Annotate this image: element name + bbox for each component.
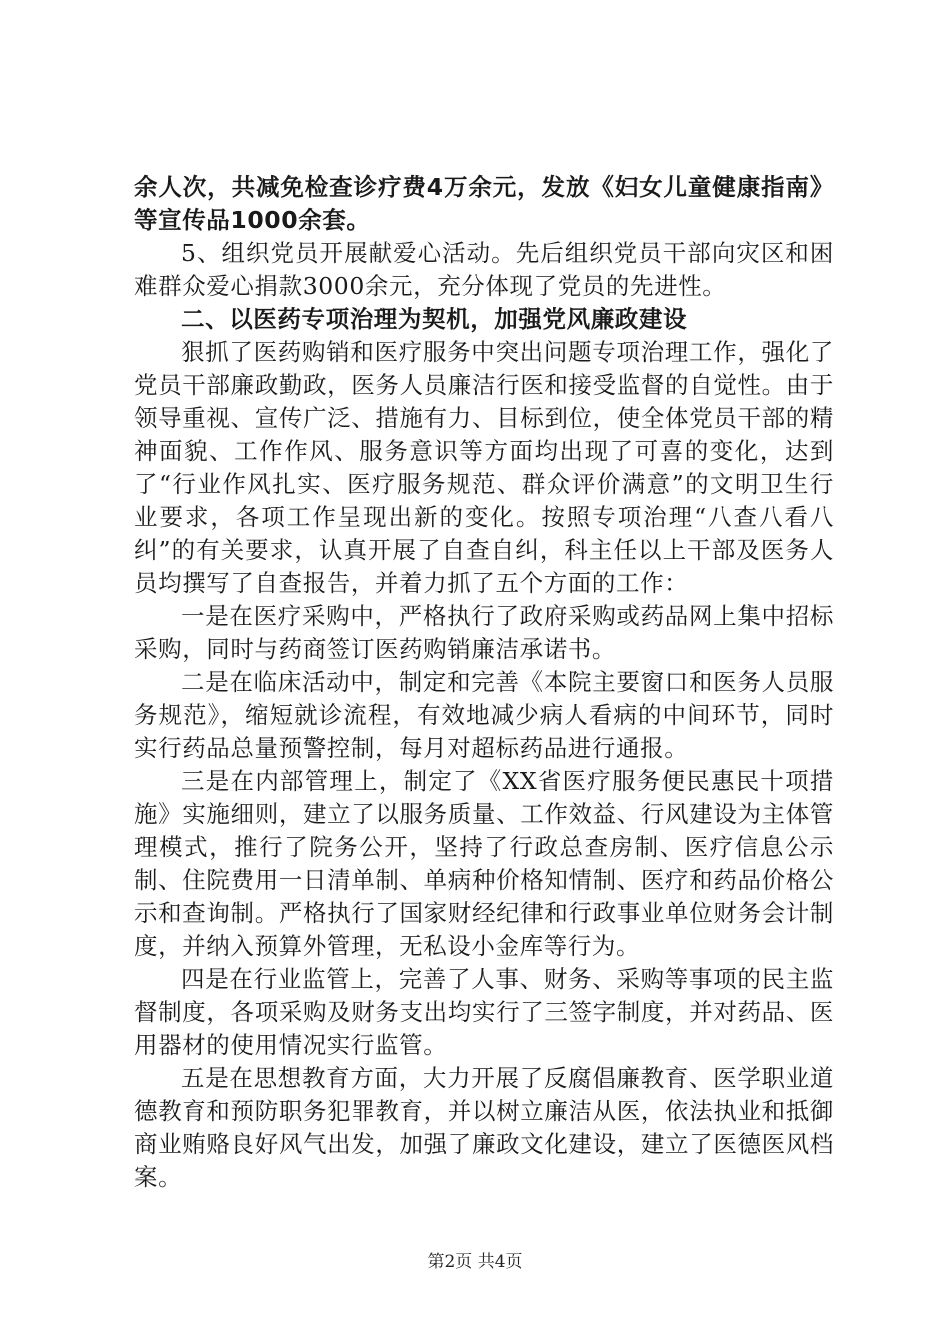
paragraph-2: 5、组织党员开展献爱心活动。先后组织党员干部向灾区和困难群众爱心捐款3000余元，充分体现了党员的先进性。 xyxy=(134,239,834,300)
paragraph-7: 四是在行业监管上，完善了人事、财务、采购等事项的民主监督制度，各项采购及财务支出均实行了三签字制度，并对药品、医用器材的使用情况实行监管。 xyxy=(134,965,834,1059)
document-body xyxy=(134,171,834,1194)
page-footer: 第2页 共4页 xyxy=(427,1252,523,1272)
paragraph-3: 狠抓了医药购销和医疗服务中突出问题专项治理工作，强化了党员干部廉政勤政，医务人员廉洁行医和接受监督的自觉性。由于领导重视、宣传广泛、措施有力、目标到位，使全体党员干部的精神面貌、工作作风、服务意识等方面均出现了可喜的变化，达到了“行业作风扎实、医疗服务规范、群众评价满意”的文明卫生行业要求，各项工作呈现出新的变化。按照专项治理“八查八看八纠”的有关要求，认真开展了自查自纠，科主任以上干部及医务人员均撰写了自查报告，并着力抓了五个方面的工作： xyxy=(134,338,834,597)
paragraph-6: 三是在内部管理上，制定了《XX省医疗服务便民惠民十项措施》实施细则，建立了以服务质量、工作效益、行风建设为主体管理模式，推行了院务公开，坚持了行政总查房制、医疗信息公示制、住院费用一日清单制、单病种价格知情制、医疗和药品价格公示和查询制。严格执行了国家财经纪律和行政事业单位财务会计制度，并纳入预算外管理，无私设小金库等行为。 xyxy=(134,767,834,960)
paragraph-4: 一是在医疗采购中，严格执行了政府采购或药品网上集中招标采购，同时与药商签订医药购销廉洁承诺书。 xyxy=(134,602,834,663)
section-heading: 二、以医药专项治理为契机，加强党风廉政建设 xyxy=(181,305,688,333)
paragraph-1: 余人次，共减免检查诊疗费4万余元，发放《妇女儿童健康指南》等宣传品1000余套。 xyxy=(134,173,834,234)
paragraph-8: 五是在思想教育方面，大力开展了反腐倡廉教育、医学职业道德教育和预防职务犯罪教育，并以树立廉洁从医，依法执业和抵御商业贿赂良好风气出发，加强了廉政文化建设，建立了医德医风档案。 xyxy=(134,1064,834,1191)
paragraph-5: 二是在临床活动中，制定和完善《本院主要窗口和医务人员服务规范》，缩短就诊流程，有效地减少病人看病的中间环节，同时实行药品总量预警控制，每月对超标药品进行通报。 xyxy=(134,668,834,762)
